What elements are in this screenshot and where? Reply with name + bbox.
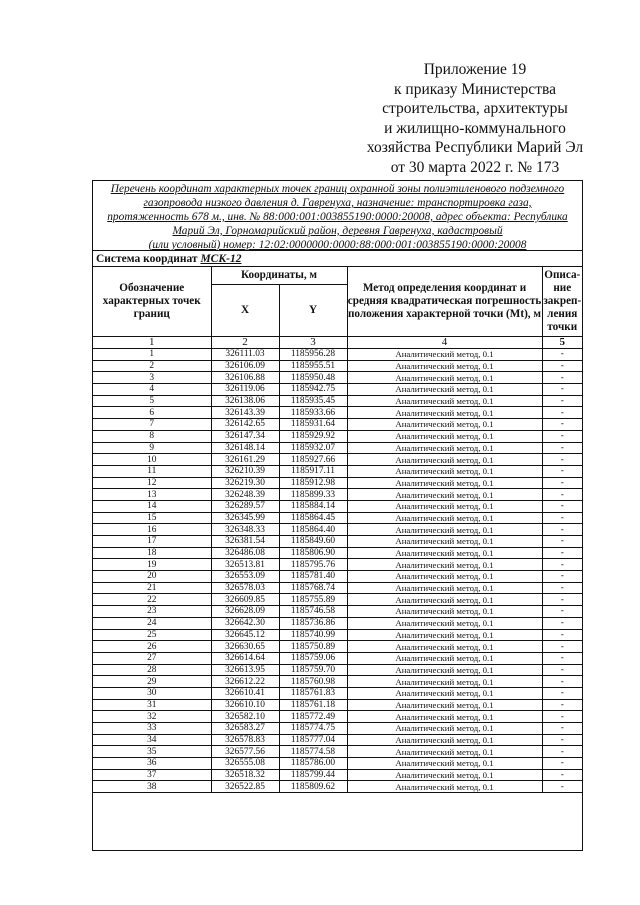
header-x: X: [211, 285, 279, 337]
cell-method: Аналитический метод, 0.1: [347, 395, 542, 407]
cell-description: -: [542, 781, 582, 793]
cell-description: -: [542, 594, 582, 606]
cell-x: 326612.22: [211, 676, 279, 688]
cell-x: 326609.85: [211, 594, 279, 606]
table-row: [93, 559, 582, 571]
cell-point: 5: [93, 395, 211, 407]
table-row: [93, 430, 582, 442]
cell-description: -: [542, 711, 582, 723]
column-number: 4: [347, 337, 542, 349]
cell-method: Аналитический метод, 0.1: [347, 349, 542, 361]
cell-x: 326610.41: [211, 687, 279, 699]
table-row: [93, 769, 582, 781]
cell-description: -: [542, 769, 582, 781]
cell-method: Аналитический метод, 0.1: [347, 430, 542, 442]
cell-description: -: [542, 489, 582, 501]
cell-point: 15: [93, 512, 211, 524]
table-row: [93, 419, 582, 431]
cell-y: 1185912.98: [279, 477, 347, 489]
cell-x: 326486.08: [211, 547, 279, 559]
cell-y: 1185750.89: [279, 641, 347, 653]
cell-y: 1185781.40: [279, 571, 347, 583]
cell-description: -: [542, 349, 582, 361]
cell-y: 1185768.74: [279, 582, 347, 594]
header-point: Обозначение характерных точек границ: [93, 267, 211, 337]
cell-y: 1185929.92: [279, 430, 347, 442]
cell-method: Аналитический метод, 0.1: [347, 582, 542, 594]
cell-x: 326106.09: [211, 360, 279, 372]
table-row: [93, 606, 582, 618]
header-description: Описа-ние закреп-ления точки: [542, 267, 582, 337]
coordinate-system-row: [93, 251, 582, 267]
header-line: строительства, архитектуры: [382, 100, 568, 118]
table-row: [93, 465, 582, 477]
cell-description: -: [542, 723, 582, 735]
cell-method: Аналитический метод, 0.1: [347, 360, 542, 372]
table-row: [93, 723, 582, 735]
cell-description: -: [542, 384, 582, 396]
cell-x: 326553.09: [211, 571, 279, 583]
cell-description: -: [542, 699, 582, 711]
cell-x: 326142.65: [211, 419, 279, 431]
cell-y: 1185786.00: [279, 758, 347, 770]
cell-y: 1185864.40: [279, 524, 347, 536]
cell-point: 30: [93, 687, 211, 699]
cell-point: 1: [93, 349, 211, 361]
coordinate-system-label: Система координат: [96, 252, 198, 265]
cell-y: 1185795.76: [279, 559, 347, 571]
cell-description: -: [542, 652, 582, 664]
cell-method: Аналитический метод, 0.1: [347, 652, 542, 664]
cell-description: -: [542, 617, 582, 629]
cell-y: 1185935.45: [279, 395, 347, 407]
cell-y: 1185736.86: [279, 617, 347, 629]
cell-point: 36: [93, 758, 211, 770]
cell-x: 326161.29: [211, 454, 279, 466]
cell-y: 1185932.07: [279, 442, 347, 454]
title-line: Марий Эл, Горномарийский район, деревня Гавренуха, кадастровый: [172, 224, 503, 237]
table-row: [93, 734, 582, 746]
cell-method: Аналитический метод, 0.1: [347, 419, 542, 431]
cell-x: 326248.39: [211, 489, 279, 501]
column-number: 5: [542, 337, 582, 349]
cell-x: 326518.32: [211, 769, 279, 781]
cell-point: 17: [93, 536, 211, 548]
cell-description: -: [542, 442, 582, 454]
cell-x: 326578.03: [211, 582, 279, 594]
cell-description: -: [542, 360, 582, 372]
cell-description: -: [542, 571, 582, 583]
cell-method: Аналитический метод, 0.1: [347, 769, 542, 781]
cell-y: 1185740.99: [279, 629, 347, 641]
cell-x: 326577.56: [211, 746, 279, 758]
cell-x: 326583.27: [211, 723, 279, 735]
header-coordinates: Координаты, м: [211, 267, 347, 285]
header-line: Приложение 19: [423, 61, 527, 78]
cell-point: 3: [93, 372, 211, 384]
cell-point: 35: [93, 746, 211, 758]
cell-description: -: [542, 641, 582, 653]
cell-point: 28: [93, 664, 211, 676]
cell-method: Аналитический метод, 0.1: [347, 442, 542, 454]
cell-x: 326219.30: [211, 477, 279, 489]
cell-y: 1185761.83: [279, 687, 347, 699]
cell-point: 34: [93, 734, 211, 746]
cell-description: -: [542, 407, 582, 419]
table-row: [93, 711, 582, 723]
table-row: [93, 571, 582, 583]
cell-method: Аналитический метод, 0.1: [347, 758, 542, 770]
table-row: [93, 372, 582, 384]
cell-y: 1185933.66: [279, 407, 347, 419]
coordinates-document-frame: [92, 180, 583, 851]
coordinate-system-cell: [93, 251, 582, 267]
column-number: 2: [211, 337, 279, 349]
cell-description: -: [542, 582, 582, 594]
table-row: [93, 384, 582, 396]
cell-x: 326138.06: [211, 395, 279, 407]
cell-description: -: [542, 512, 582, 524]
cell-description: -: [542, 477, 582, 489]
cell-y: 1185864.45: [279, 512, 347, 524]
cell-x: 326628.09: [211, 606, 279, 618]
cell-x: 326610.10: [211, 699, 279, 711]
cell-y: 1185849.60: [279, 536, 347, 548]
cell-x: 326522.85: [211, 781, 279, 793]
cell-y: 1185884.14: [279, 500, 347, 512]
table-row: [93, 477, 582, 489]
cell-method: Аналитический метод, 0.1: [347, 746, 542, 758]
cell-description: -: [542, 419, 582, 431]
cell-x: 326578.83: [211, 734, 279, 746]
cell-description: -: [542, 454, 582, 466]
cell-y: 1185774.58: [279, 746, 347, 758]
cell-point: 4: [93, 384, 211, 396]
cell-point: 6: [93, 407, 211, 419]
table-row: [93, 617, 582, 629]
table-row: [93, 582, 582, 594]
cell-y: 1185950.48: [279, 372, 347, 384]
coordinate-system-value: МСК-12: [200, 252, 242, 265]
cell-point: 19: [93, 559, 211, 571]
document-title: [93, 181, 582, 251]
cell-y: 1185917.11: [279, 465, 347, 477]
cell-point: 10: [93, 454, 211, 466]
cell-description: -: [542, 500, 582, 512]
header-line: от 30 марта 2022 г. № 173: [390, 158, 560, 176]
table-row: [93, 781, 582, 793]
cell-x: 326106.88: [211, 372, 279, 384]
cell-y: 1185927.66: [279, 454, 347, 466]
cell-x: 326630.65: [211, 641, 279, 653]
cell-method: Аналитический метод, 0.1: [347, 477, 542, 489]
cell-method: Аналитический метод, 0.1: [347, 559, 542, 571]
cell-point: 29: [93, 676, 211, 688]
cell-method: Аналитический метод, 0.1: [347, 734, 542, 746]
cell-description: -: [542, 629, 582, 641]
cell-x: 326345.99: [211, 512, 279, 524]
cell-method: Аналитический метод, 0.1: [347, 407, 542, 419]
cell-method: Аналитический метод, 0.1: [347, 594, 542, 606]
table-row: [93, 629, 582, 641]
cell-point: 16: [93, 524, 211, 536]
cell-x: 326642.30: [211, 617, 279, 629]
table-row: [93, 349, 582, 361]
cell-description: -: [542, 758, 582, 770]
table-row: [93, 547, 582, 559]
cell-point: 9: [93, 442, 211, 454]
cell-description: -: [542, 664, 582, 676]
cell-method: Аналитический метод, 0.1: [347, 524, 542, 536]
cell-point: 26: [93, 641, 211, 653]
table-row: [93, 407, 582, 419]
cell-point: 24: [93, 617, 211, 629]
cell-description: -: [542, 465, 582, 477]
title-line: протяженность 678 м., инв. № 88:000:001:003855190:0000:20008, адрес объекта: Республика: [107, 210, 568, 223]
cell-point: 21: [93, 582, 211, 594]
cell-x: 326147.34: [211, 430, 279, 442]
table-row: [93, 641, 582, 653]
table-row: [93, 442, 582, 454]
cell-description: -: [542, 524, 582, 536]
table-row: [93, 500, 582, 512]
cell-y: 1185955.51: [279, 360, 347, 372]
table-row: [93, 360, 582, 372]
cell-method: Аналитический метод, 0.1: [347, 723, 542, 735]
cell-x: 326143.39: [211, 407, 279, 419]
cell-x: 326210.39: [211, 465, 279, 477]
cell-method: Аналитический метод, 0.1: [347, 664, 542, 676]
cell-y: 1185760.98: [279, 676, 347, 688]
cell-method: Аналитический метод, 0.1: [347, 536, 542, 548]
cell-description: -: [542, 746, 582, 758]
cell-x: 326645.12: [211, 629, 279, 641]
cell-y: 1185942.75: [279, 384, 347, 396]
table-row: [93, 489, 582, 501]
cell-description: -: [542, 676, 582, 688]
cell-x: 326119.06: [211, 384, 279, 396]
cell-method: Аналитический метод, 0.1: [347, 372, 542, 384]
table-row: [93, 687, 582, 699]
cell-x: 326148.14: [211, 442, 279, 454]
cell-x: 326613.95: [211, 664, 279, 676]
cell-method: Аналитический метод, 0.1: [347, 454, 542, 466]
table-row: [93, 664, 582, 676]
cell-x: 326614.64: [211, 652, 279, 664]
table-row: [93, 512, 582, 524]
cell-description: -: [542, 687, 582, 699]
cell-method: Аналитический метод, 0.1: [347, 384, 542, 396]
cell-description: -: [542, 734, 582, 746]
cell-method: Аналитический метод, 0.1: [347, 711, 542, 723]
title-line: (или условный) номер: 12:02:0000000:0000:88:000:001:003855190:0000:20008: [148, 238, 527, 251]
header-method: Метод определения координат и средняя квадратическая погрешность положения характерной точки (Mt), м: [347, 267, 542, 337]
table-body: [93, 349, 582, 793]
cell-point: 23: [93, 606, 211, 618]
cell-y: 1185956.28: [279, 349, 347, 361]
cell-x: 326582.10: [211, 711, 279, 723]
cell-point: 12: [93, 477, 211, 489]
cell-point: 31: [93, 699, 211, 711]
cell-point: 20: [93, 571, 211, 583]
cell-method: Аналитический метод, 0.1: [347, 512, 542, 524]
header-y: Y: [279, 285, 347, 337]
cell-point: 14: [93, 500, 211, 512]
cell-method: Аналитический метод, 0.1: [347, 699, 542, 711]
table-row: [93, 536, 582, 548]
cell-point: 27: [93, 652, 211, 664]
cell-description: -: [542, 430, 582, 442]
cell-x: 326348.33: [211, 524, 279, 536]
cell-method: Аналитический метод, 0.1: [347, 465, 542, 477]
cell-description: -: [542, 606, 582, 618]
cell-point: 22: [93, 594, 211, 606]
title-line: газопровода низкого давления д. Гавренуха, назначение: транспортировка газа,: [143, 196, 532, 209]
table-row: [93, 676, 582, 688]
cell-point: 2: [93, 360, 211, 372]
cell-method: Аналитический метод, 0.1: [347, 606, 542, 618]
cell-method: Аналитический метод, 0.1: [347, 617, 542, 629]
cell-y: 1185931.64: [279, 419, 347, 431]
cell-method: Аналитический метод, 0.1: [347, 489, 542, 501]
table-row: [93, 758, 582, 770]
cell-point: 25: [93, 629, 211, 641]
header-line: к приказу Министерства: [394, 80, 556, 98]
cell-description: -: [542, 547, 582, 559]
cell-y: 1185809.62: [279, 781, 347, 793]
cell-description: -: [542, 372, 582, 384]
table-row: [93, 594, 582, 606]
cell-description: -: [542, 395, 582, 407]
cell-y: 1185799.44: [279, 769, 347, 781]
cell-x: 326513.81: [211, 559, 279, 571]
cell-point: 11: [93, 465, 211, 477]
cell-method: Аналитический метод, 0.1: [347, 547, 542, 559]
cell-y: 1185746.58: [279, 606, 347, 618]
cell-method: Аналитический метод, 0.1: [347, 500, 542, 512]
cell-y: 1185774.75: [279, 723, 347, 735]
cell-y: 1185777.04: [279, 734, 347, 746]
table-row: [93, 699, 582, 711]
cell-y: 1185755.89: [279, 594, 347, 606]
cell-description: -: [542, 536, 582, 548]
cell-x: 326555.08: [211, 758, 279, 770]
table-row: [93, 652, 582, 664]
cell-method: Аналитический метод, 0.1: [347, 641, 542, 653]
cell-point: 7: [93, 419, 211, 431]
appendix-header: [330, 60, 620, 178]
cell-method: Аналитический метод, 0.1: [347, 687, 542, 699]
cell-y: 1185759.06: [279, 652, 347, 664]
cell-method: Аналитический метод, 0.1: [347, 629, 542, 641]
cell-method: Аналитический метод, 0.1: [347, 676, 542, 688]
cell-point: 38: [93, 781, 211, 793]
cell-x: 326381.54: [211, 536, 279, 548]
cell-method: Аналитический метод, 0.1: [347, 571, 542, 583]
table-row: [93, 524, 582, 536]
table-row: [93, 454, 582, 466]
column-number: 1: [93, 337, 211, 349]
cell-point: 8: [93, 430, 211, 442]
header-line: и жилищно-коммунального: [384, 119, 566, 137]
cell-y: 1185759.70: [279, 664, 347, 676]
cell-y: 1185761.18: [279, 699, 347, 711]
title-line: Перечень координат характерных точек границ охранной зоны полиэтиленового подземного: [110, 183, 565, 195]
column-numbers-row: [93, 337, 582, 349]
cell-point: 37: [93, 769, 211, 781]
cell-x: 326111.03: [211, 349, 279, 361]
header-line: хозяйства Республики Марий Эл: [366, 139, 584, 157]
table-header-row: [93, 267, 582, 285]
table-row: [93, 746, 582, 758]
coordinates-table: [93, 251, 582, 793]
cell-y: 1185899.33: [279, 489, 347, 501]
cell-point: 13: [93, 489, 211, 501]
cell-point: 32: [93, 711, 211, 723]
cell-y: 1185772.49: [279, 711, 347, 723]
table-row: [93, 395, 582, 407]
cell-point: 18: [93, 547, 211, 559]
cell-method: Аналитический метод, 0.1: [347, 781, 542, 793]
cell-y: 1185806.90: [279, 547, 347, 559]
column-number: 3: [279, 337, 347, 349]
cell-description: -: [542, 559, 582, 571]
cell-x: 326289.57: [211, 500, 279, 512]
cell-point: 33: [93, 723, 211, 735]
